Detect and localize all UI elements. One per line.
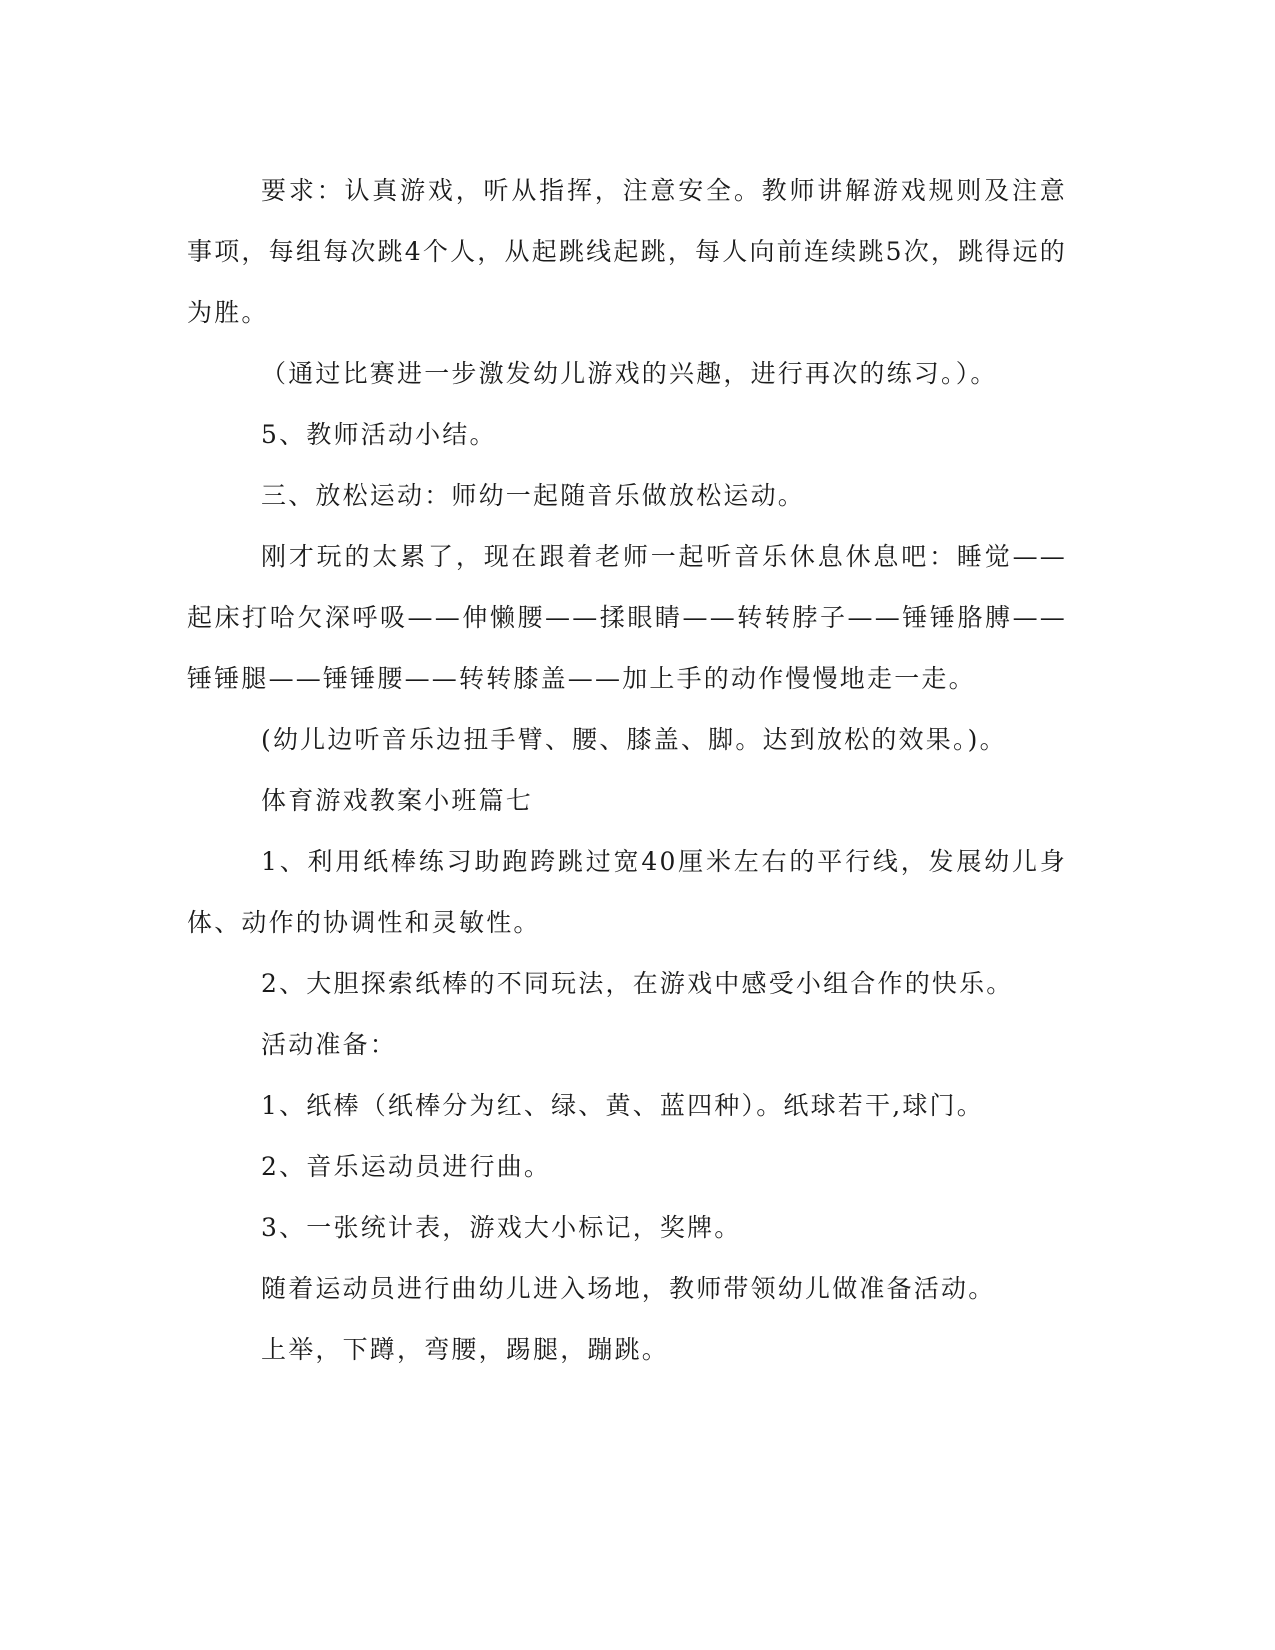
paragraph-preparation-1: 1、纸棒（纸棒分为红、绿、黄、蓝四种）。纸球若干,球门。 (261, 1091, 984, 1120)
paragraph-warmup-entry: 随着运动员进行曲幼儿进入场地，教师带领幼儿做准备活动。 (261, 1274, 996, 1303)
paragraph-goal-1: 1、利用纸棒练习助跑跨跳过宽40厘米左右的平行线，发展幼儿身体、动作的协调性和灵敏性。 (187, 847, 1067, 937)
paragraph-relax-note: (幼儿边听音乐边扭手臂、腰、膝盖、脚。达到放松的效果。)。 (261, 725, 1007, 754)
paragraph-warmup-moves: 上举，下蹲，弯腰，踢腿，蹦跳。 (261, 1335, 670, 1364)
paragraph-requirements: 要求：认真游戏，听从指挥，注意安全。教师讲解游戏规则及注意事项，每组每次跳4个人，从起跳线起跳，每人向前连续跳5次，跳得远的为胜。 (187, 176, 1067, 327)
paragraph-preparation-2: 2、音乐运动员进行曲。 (261, 1152, 552, 1181)
paragraph-preparation-heading: 活动准备： (261, 1030, 398, 1059)
document-body (187, 160, 1067, 1380)
paragraph-relax-steps: 刚才玩的太累了，现在跟着老师一起听音乐休息休息吧：睡觉——起床打哈欠深呼吸——伸懒腰——揉眼睛——转转脖子——锤锤胳膊——锤锤腿——锤锤腰——转转膝盖——加上手的动作慢慢地走一走。 (187, 542, 1067, 693)
paragraph-competition-note: （通过比赛进一步激发幼儿游戏的兴趣，进行再次的练习。）。 (261, 359, 998, 388)
paragraph-goal-2: 2、大胆探索纸棒的不同玩法，在游戏中感受小组合作的快乐。 (261, 969, 1014, 998)
paragraph-relax-heading: 三、放松运动：师幼一起随音乐做放松运动。 (261, 481, 806, 510)
paragraph-preparation-3: 3、一张统计表，游戏大小标记，奖牌。 (261, 1213, 742, 1242)
paragraph-summary: 5、教师活动小结。 (261, 420, 497, 449)
section-title: 体育游戏教案小班篇七 (261, 786, 534, 815)
